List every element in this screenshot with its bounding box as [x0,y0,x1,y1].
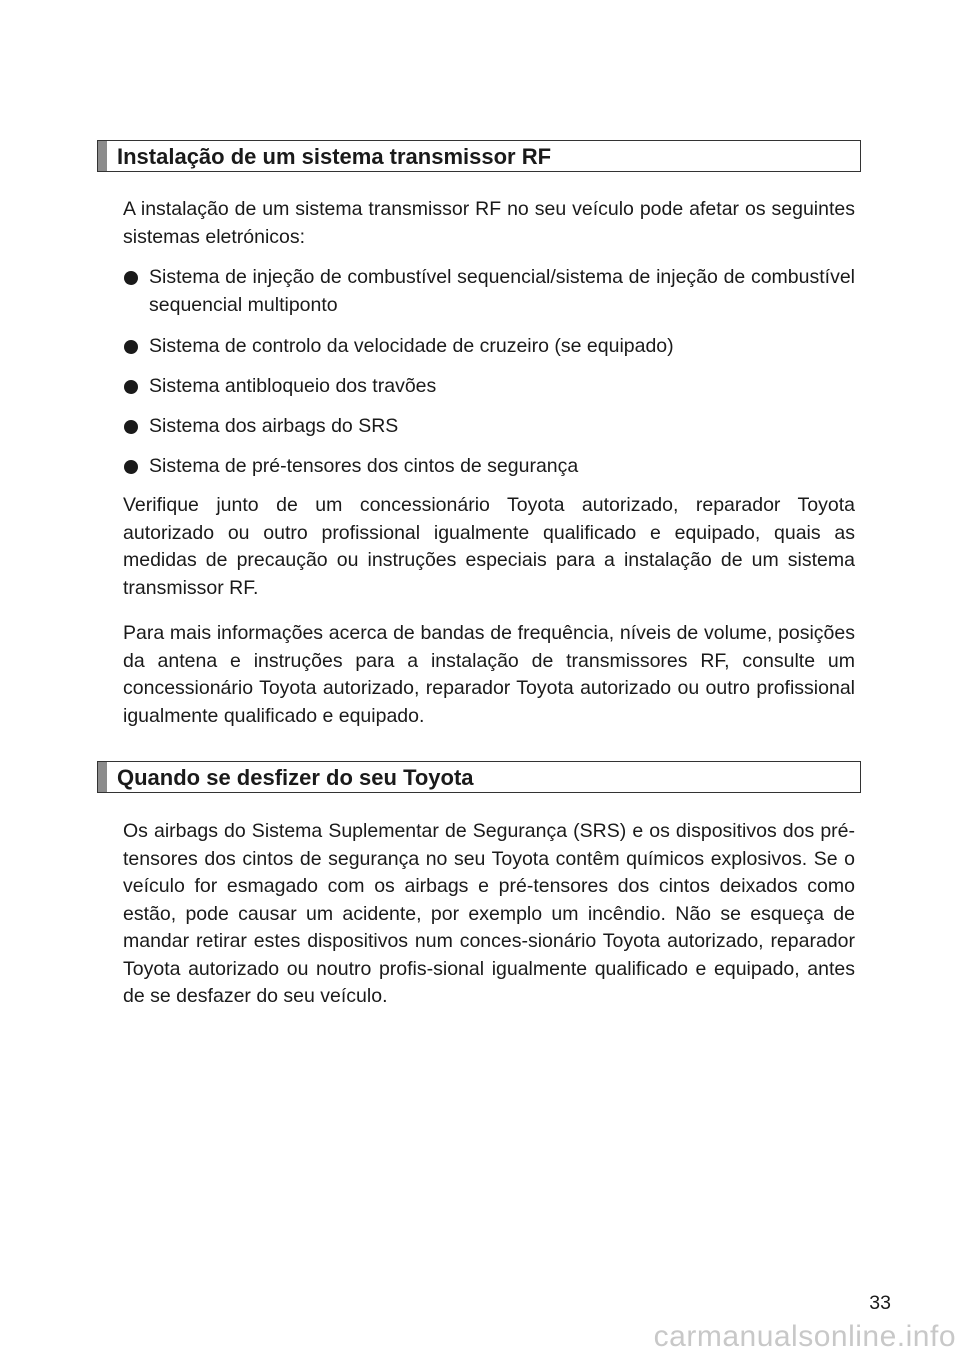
section-header-bar [98,141,107,171]
bullet-icon [124,271,138,285]
list-item [123,373,855,401]
body-paragraph: Verifique junto de um concessionário Toyota autorizado, reparador Toyota autorizado ou outro profissional igualmente qualificado e equipado, quais as medidas de precaução ou instruções especiais para a instalação de um sistema transmissor RF. [123,494,855,599]
list-item-text: Sistema de pré-tensores dos cintos de segurança [149,455,579,477]
body-paragraph: Para mais informações acerca de bandas de frequência, níveis de volume, posições da antena e instruções para a instalação de transmissores RF, consulte um concessionário Toyota autorizado, reparador Toyota autorizado ou outro profissional igualmente qualificado e equipado. [123,622,855,727]
list-item-text: Sistema de injeção de combustível sequencial/sistema de injeção de combustível sequencial multiponto [149,266,855,316]
bullet-list-item [123,413,855,441]
watermark-text: carmanualsonline.info [653,1320,956,1353]
page-number: 33 [869,1292,891,1314]
body-paragraph: Os airbags do Sistema Suplementar de Segurança (SRS) e os dispositivos dos pré-tensores dos cintos de segurança no seu Toyota contêm químicos explosivos. Se o veículo for esmagado com os airbags e pré-tensores dos cintos deixados como estão, pode causar um acidente, por exemplo um incêndio. Não se esqueça de mandar retirar estes dispositivos num conces-sionário Toyota autorizado, reparador Toyota autorizado ou noutro profis-sional igualmente qualificado e equipado, antes de se desfazer do seu veículo. [123,820,855,1007]
bullet-icon [124,420,138,434]
section-title: Instalação de um sistema transmissor RF [117,144,552,169]
list-item-text: Sistema dos airbags do SRS [149,415,399,437]
section1-intro-block [123,196,855,251]
list-item-text: Sistema antibloqueio dos travões [149,375,437,397]
bullet-icon [124,340,138,354]
section1-para3-block [123,620,855,730]
bullet-list-item [123,373,855,401]
section2-para1-block [123,818,855,1011]
section-header-disposal [97,761,861,793]
bullet-icon [124,460,138,474]
section-header-rf-installation [97,140,861,172]
list-item [123,453,855,481]
bullet-list-item [123,264,855,319]
bullet-icon [124,380,138,394]
section1-para2-block [123,492,855,602]
list-item [123,413,855,441]
list-item-text: Sistema de controlo da velocidade de cruzeiro (se equipado) [149,335,674,357]
bullet-list-item [123,333,855,361]
bullet-list-item [123,453,855,481]
list-item [123,264,855,319]
section-header-bar [98,762,107,792]
list-item [123,333,855,361]
intro-paragraph: A instalação de um sistema transmissor RF no seu veículo pode afetar os seguintes sistemas eletrónicos: [123,198,855,248]
section-title: Quando se desfizer do seu Toyota [117,765,474,790]
